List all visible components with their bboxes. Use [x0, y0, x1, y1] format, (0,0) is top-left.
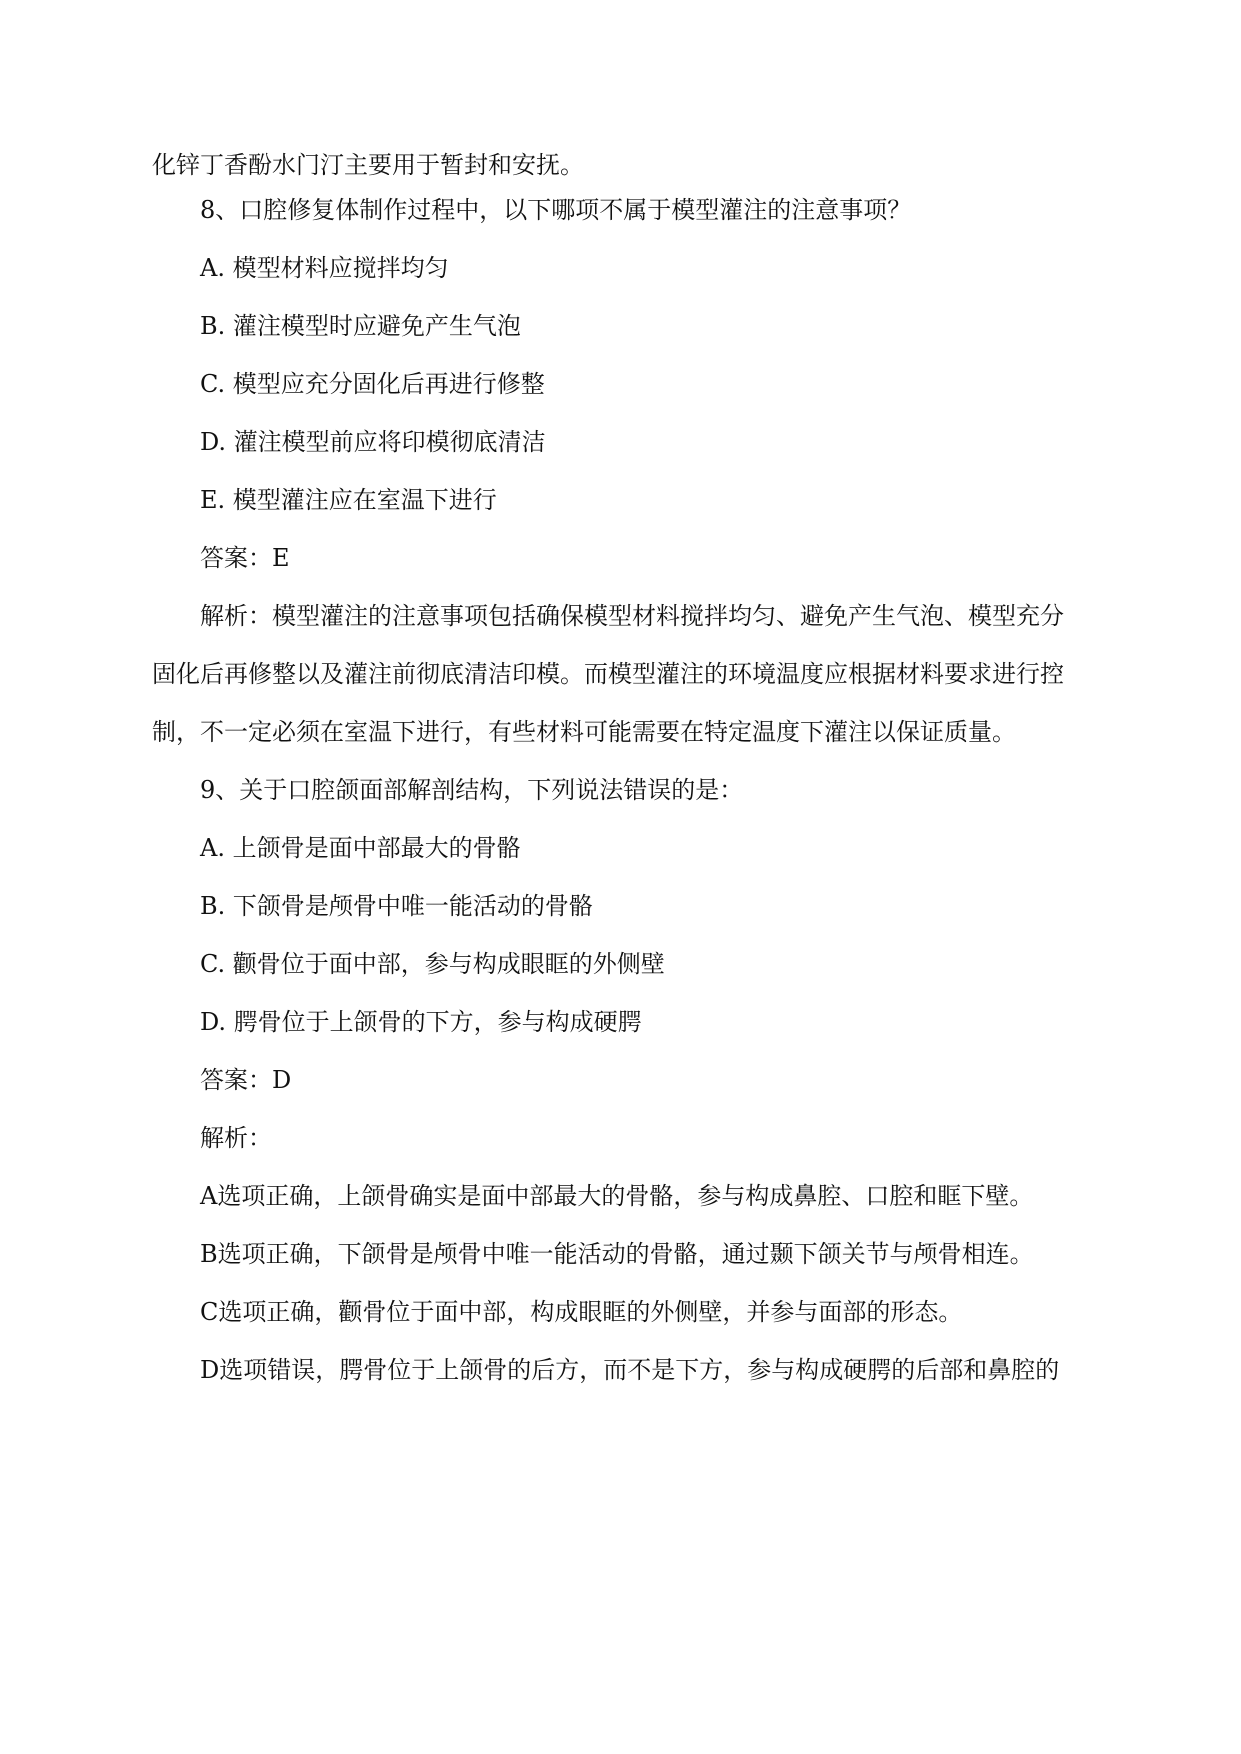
question-9-option-c: C. 颧骨位于面中部，参与构成眼眶的外侧壁: [200, 950, 665, 978]
question-8-stem: 8、口腔修复体制作过程中，以下哪项不属于模型灌注的注意事项？: [200, 196, 912, 224]
question-9-option-d: D. 腭骨位于上颌骨的下方，参与构成硬腭: [200, 1008, 642, 1036]
question-8-option-b: B. 灌注模型时应避免产生气泡: [200, 312, 521, 340]
question-9-stem: 9、关于口腔颌面部解剖结构，下列说法错误的是：: [200, 776, 744, 804]
carryover-text: 化锌丁香酚水门汀主要用于暂封和安抚。: [152, 151, 584, 179]
question-8-option-a: A. 模型材料应搅拌均匀: [200, 254, 449, 282]
question-9-analysis-label: 解析：: [200, 1124, 272, 1152]
question-8-analysis-line-2: 固化后再修整以及灌注前彻底清洁印模。而模型灌注的环境温度应根据材料要求进行控: [152, 660, 1064, 688]
question-9-analysis-line-3: C选项正确，颧骨位于面中部，构成眼眶的外侧壁，并参与面部的形态。: [200, 1298, 963, 1326]
question-9-option-a: A. 上颌骨是面中部最大的骨骼: [200, 834, 521, 862]
question-8-option-d: D. 灌注模型前应将印模彻底清洁: [200, 428, 546, 456]
question-9-analysis-line-4: D选项错误，腭骨位于上颌骨的后方，而不是下方，参与构成硬腭的后部和鼻腔的: [200, 1356, 1060, 1384]
question-8-option-c: C. 模型应充分固化后再进行修整: [200, 370, 545, 398]
question-8-answer: 答案：E: [200, 544, 290, 572]
question-9-answer: 答案：D: [200, 1066, 292, 1094]
question-8-analysis-line-1: 解析：模型灌注的注意事项包括确保模型材料搅拌均匀、避免产生气泡、模型充分: [200, 602, 1064, 630]
question-8-option-e: E. 模型灌注应在室温下进行: [200, 486, 497, 514]
question-8-analysis-line-3: 制，不一定必须在室温下进行，有些材料可能需要在特定温度下灌注以保证质量。: [152, 718, 1016, 746]
question-9-option-b: B. 下颌骨是颅骨中唯一能活动的骨骼: [200, 892, 593, 920]
question-9-analysis-line-1: A选项正确，上颌骨确实是面中部最大的骨骼，参与构成鼻腔、口腔和眶下壁。: [200, 1182, 1034, 1210]
question-9-analysis-line-2: B选项正确，下颌骨是颅骨中唯一能活动的骨骼，通过颞下颌关节与颅骨相连。: [200, 1240, 1034, 1268]
